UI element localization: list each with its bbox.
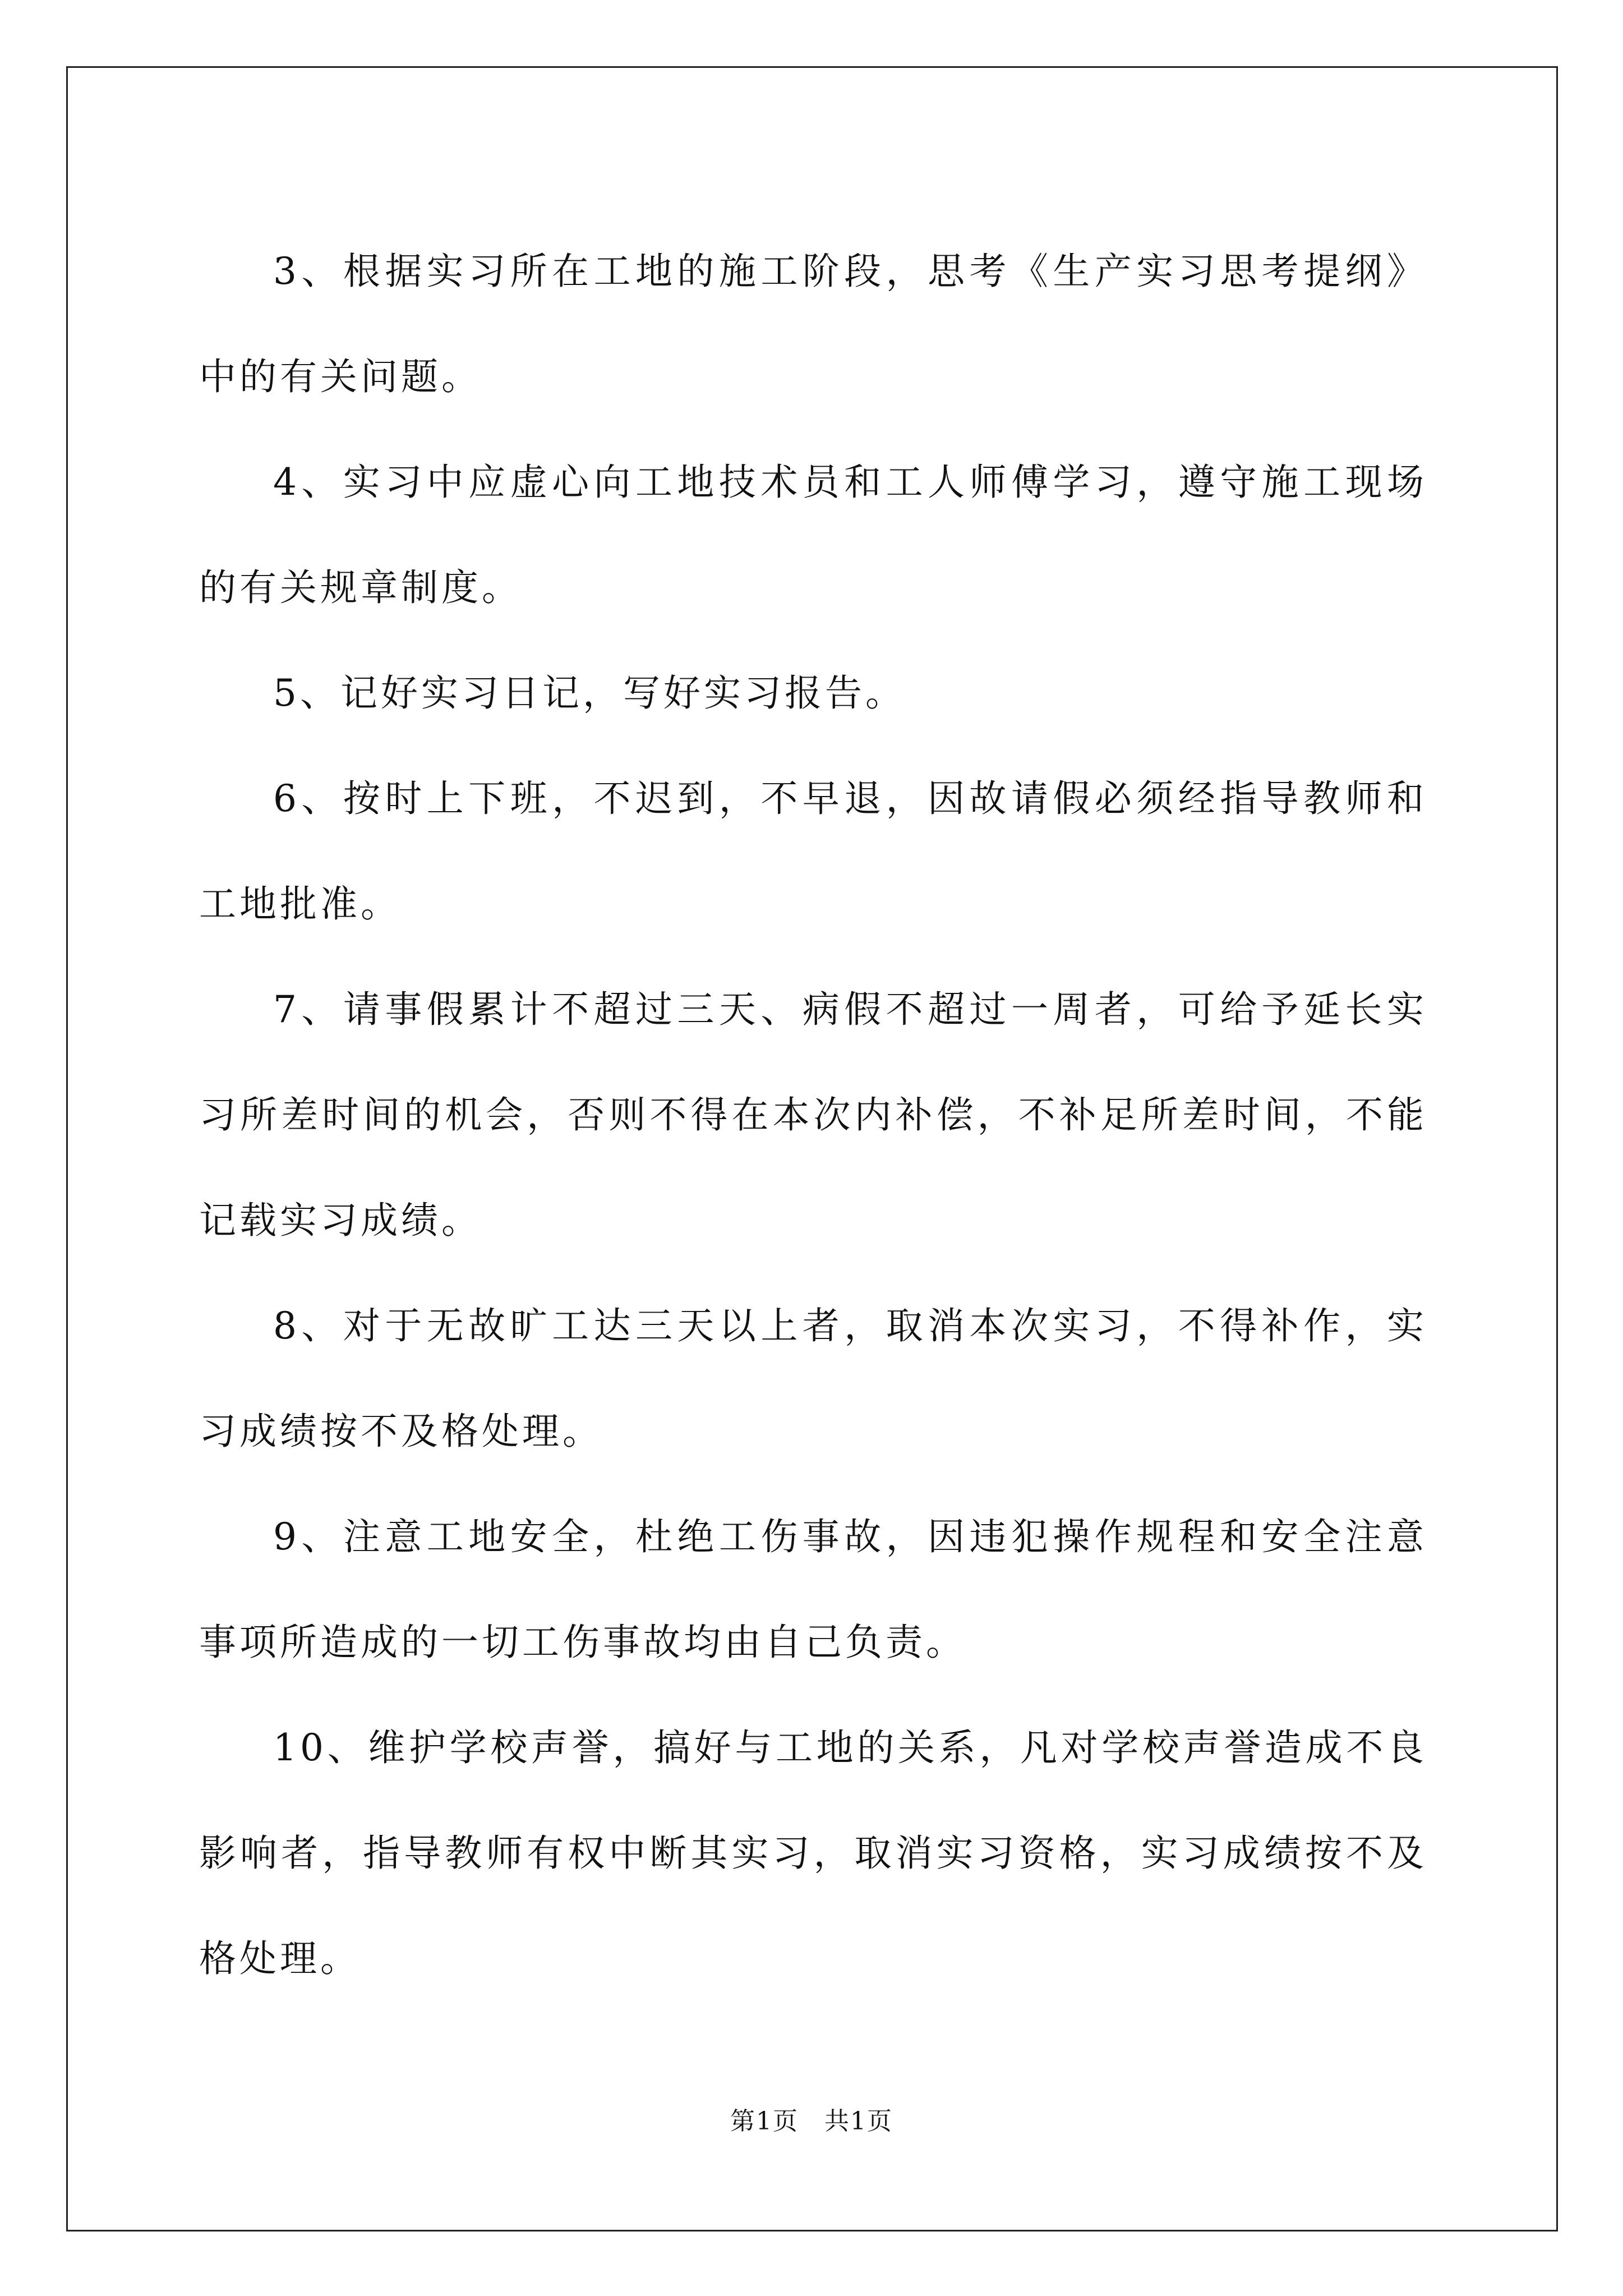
paragraph-10: 10、维护学校声誉，搞好与工地的关系，凡对学校声誉造成不良影响者，指导教师有权中断其实习，取消实习资格，实习成绩按不及格处理。 <box>199 1726 1427 1980</box>
document-body <box>199 219 1427 2012</box>
paragraph-7: 7、请事假累计不超过三天、病假不超过一周者，可给予延长实习所差时间的机会，否则不得在本次内补偿，不补足所差时间，不能记载实习成绩。 <box>199 988 1427 1242</box>
paragraph-6: 6、按时上下班，不迟到，不早退，因故请假必须经指导教师和工地批准。 <box>199 777 1427 926</box>
page-footer: 第1页 共1页 <box>730 2107 893 2136</box>
paragraph-9: 9、注意工地安全，杜绝工伤事故，因违犯操作规程和安全注意事项所造成的一切工伤事故均由自己负责。 <box>199 1515 1427 1664</box>
paragraph-8: 8、对于无故旷工达三天以上者，取消本次实习，不得补作，实习成绩按不及格处理。 <box>199 1304 1427 1453</box>
paragraph-3: 3、根据实习所在工地的施工阶段，思考《生产实习思考提纲》中的有关问题。 <box>199 250 1427 398</box>
paragraph-4: 4、实习中应虚心向工地技术员和工人师傅学习，遵守施工现场的有关规章制度。 <box>199 461 1427 609</box>
paragraph-5: 5、记好实习日记，写好实习报告。 <box>273 671 906 715</box>
